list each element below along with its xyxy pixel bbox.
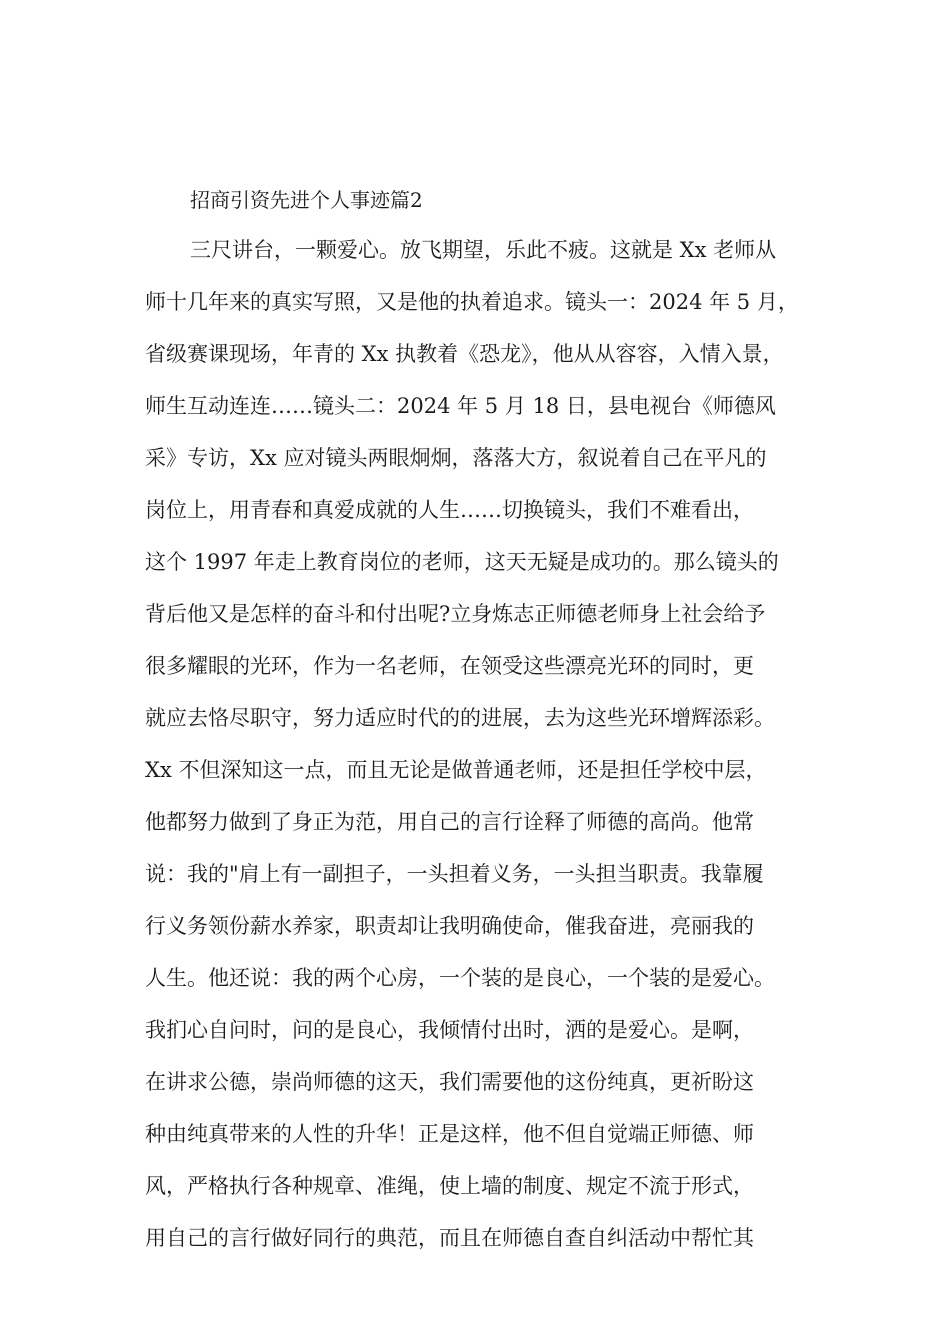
body-line: 风，严格执行各种规章、准绳，使上墙的制度、规定不流于形式， <box>145 1174 754 1198</box>
body-line: 说：我的"肩上有一副担子，一头担着义务，一头担当职责。我靠履 <box>145 862 764 886</box>
body-line: 省级赛课现场，年青的 Xx 执教着《恐龙》，他从从容容，入情入景， <box>145 342 784 366</box>
body-line: 三尺讲台，一颗爱心。放飞期望，乐此不疲。这就是 Xx 老师从 <box>190 238 777 262</box>
body-line: 在讲求公德，崇尚师德的这天，我们需要他的这份纯真，更祈盼这 <box>145 1070 754 1094</box>
body-line: Xx 不但深知这一点，而且无论是做普通老师，还是担任学校中层， <box>145 758 767 782</box>
body-line: 人生。他还说：我的两个心房，一个装的是良心，一个装的是爱心。 <box>145 966 775 990</box>
body-line: 背后他又是怎样的奋斗和付出呢?立身炼志正师德老师身上社会给予 <box>145 602 766 626</box>
body-line: 这个 1997 年走上教育岗位的老师，这天无疑是成功的。那么镜头的 <box>145 550 779 574</box>
body-line: 岗位上，用青春和真爱成就的人生……切换镜头，我们不难看出， <box>145 498 754 522</box>
body-line: 师十几年来的真实写照，又是他的执着追求。镜头一：2024 年 5 月， <box>145 290 799 314</box>
body-line: 就应去恪尽职守，努力适应时代的的进展，去为这些光环增辉添彩。 <box>145 706 775 730</box>
body-line: 师生互动连连……镜头二：2024 年 5 月 18 日，县电视台《师德风 <box>145 394 776 418</box>
body-line: 用自己的言行做好同行的典范，而且在师德自查自纠活动中帮忙其 <box>145 1226 754 1250</box>
body-line: 他都努力做到了身正为范，用自己的言行诠释了师德的高尚。他常 <box>145 810 754 834</box>
body-line: 采》专访，Xx 应对镜头两眼炯炯，落落大方，叙说着自己在平凡的 <box>145 446 767 470</box>
body-line: 行义务领份薪水养家，职责却让我明确使命，催我奋进，亮丽我的 <box>145 914 754 938</box>
document-title: 招商引资先进个人事迹篇2 <box>190 188 423 212</box>
body-line: 很多耀眼的光环，作为一名老师，在领受这些漂亮光环的同时，更 <box>145 654 754 678</box>
body-line: 我扪心自问时，问的是良心，我倾情付出时，洒的是爱心。是啊， <box>145 1018 754 1042</box>
body-line: 种由纯真带来的人性的升华！正是这样，他不但自觉端正师德、师 <box>145 1122 754 1146</box>
